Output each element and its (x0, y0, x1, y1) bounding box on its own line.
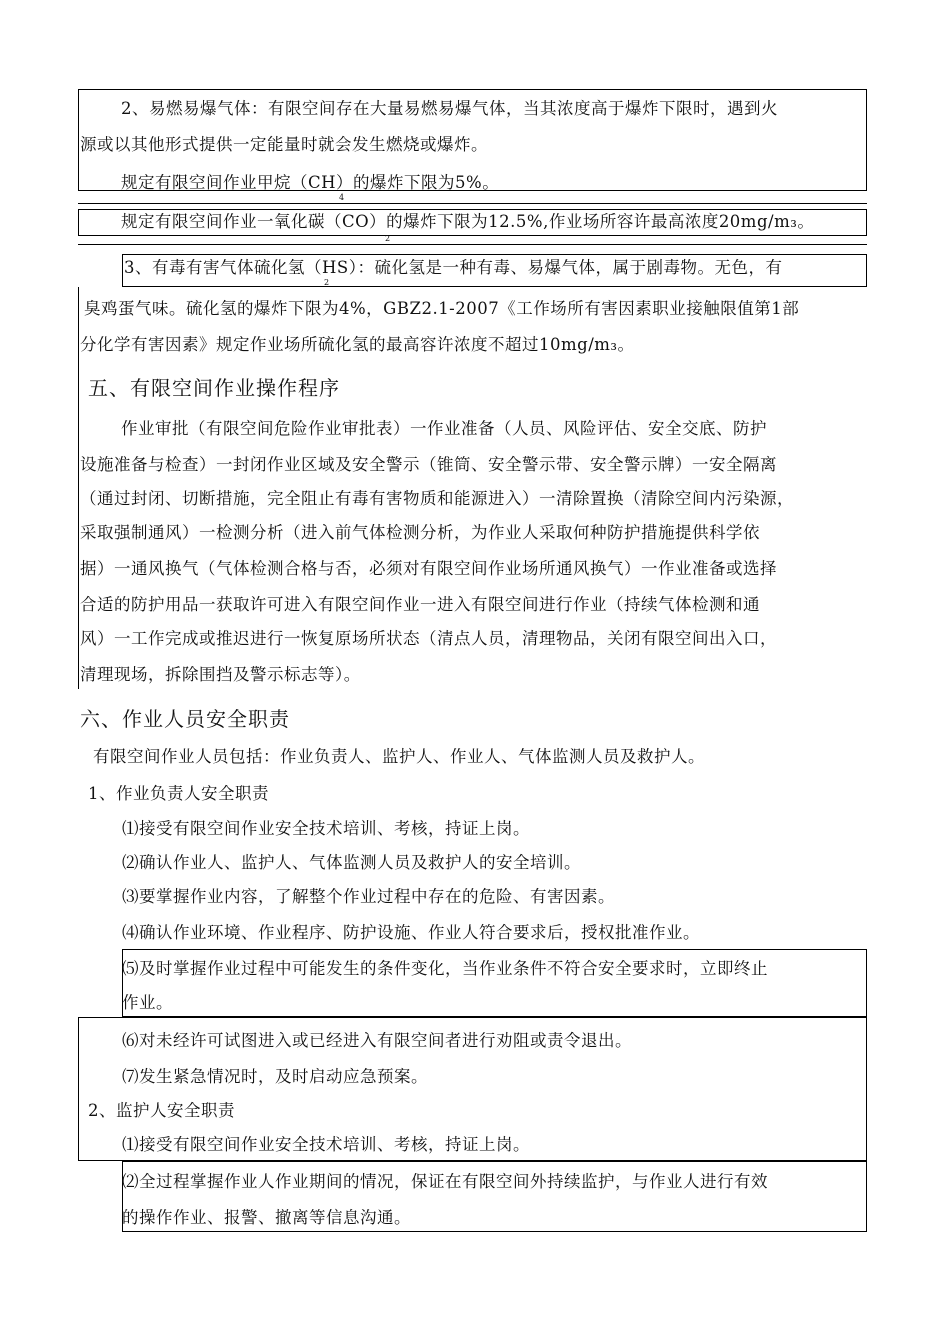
methane-limit: 规定有限空间作业甲烷（CH）的爆炸下限为5%。 (121, 173, 500, 192)
leader-item-2: ⑵确认作业人、监护人、气体监测人员及救护人的安全培训。 (122, 853, 581, 872)
section6-intro: 有限空间作业人员包括：作业负责人、监护人、作业人、气体监测人员及救护人。 (93, 747, 705, 766)
h2s-line-3: 分化学有害因素》规定作业场所硫化氢的最高容许浓度不超过10mg/m₃。 (80, 335, 635, 354)
section6-heading: 六、作业人员安全职责 (80, 707, 290, 731)
h2s-line-1: 3、有毒有害气体硫化氢（HS）：硫化氢是一种有毒、易爆气体，属于剧毒物。无色，有 (124, 258, 783, 277)
h2s-line-2: 臭鸡蛋气味。硫化氢的爆炸下限为4%，GBZ2.1-2007《工作场所有害因素职业接触限值第1部 (84, 299, 800, 318)
cell-line-left-main (78, 287, 79, 689)
leader-item-1: ⑴接受有限空间作业安全技术培训、考核，持证上岗。 (122, 819, 530, 838)
flammable-line-1: 2、易燃易爆气体：有限空间存在大量易燃易爆气体，当其浓度高于爆炸下限时，遇到火 (121, 99, 778, 118)
section5-line-4: 采取强制通风）一检测分析（进入前气体检测分析，为作业人采取何种防护措施提供科学依 (80, 523, 760, 542)
flammable-line-2: 源或以其他形式提供一定能量时就会发生燃烧或爆炸。 (80, 135, 488, 154)
guard-title: 2、监护人安全职责 (88, 1101, 235, 1120)
leader-item-7: ⑺发生紧急情况时，及时启动应急预案。 (122, 1067, 428, 1086)
section5-heading: 五、有限空间作业操作程序 (88, 376, 340, 400)
section5-line-2: 设施准备与检查）一封闭作业区域及安全警示（锥筒、安全警示带、安全警示牌）一安全隔离 (80, 455, 777, 474)
section5-line-1: 作业审批（有限空间危险作业审批表）一作业准备（人员、风险评估、安全交底、防护 (121, 419, 767, 438)
leader-item-6: ⑹对未经许可试图进入或已经进入有限空间者进行劝阻或责令退出。 (122, 1031, 632, 1050)
h2s-subscript: 2 (324, 278, 330, 287)
guard-item-2: ⑵全过程掌握作业人作业期间的情况，保证在有限空间外持续监护，与作业人进行有效 (122, 1172, 768, 1191)
section5-line-8: 清理现场，拆除围挡及警示标志等）。 (80, 665, 361, 684)
guard-item-1: ⑴接受有限空间作业安全技术培训、考核，持证上岗。 (122, 1135, 530, 1154)
section5-line-6: 合适的防护用品一获取许可进入有限空间作业一进入有限空间进行作业（持续气体检测和通 (80, 595, 760, 614)
co-limit: 规定有限空间作业一氧化碳（CO）的爆炸下限为12.5%,作业场所容许最高浓度20mg/m₃。 (121, 212, 815, 231)
leader-title: 1、作业负责人安全职责 (88, 784, 269, 803)
section5-line-7: 风）一工作完成或推迟进行一恢复原场所状态（清点人员，清理物品，关闭有限空间出入口， (80, 629, 777, 648)
co-subscript: 2 (385, 234, 391, 243)
methane-subscript: 4 (339, 193, 345, 202)
cell-line-methane-bottom (78, 203, 867, 204)
guard-item-2-cont: 的操作作业、报警、撤离等信息沟通。 (122, 1208, 411, 1227)
leader-item-5-cont: 作业。 (122, 993, 173, 1012)
leader-item-3: ⑶要掌握作业内容，了解整个作业过程中存在的危险、有害因素。 (122, 887, 615, 906)
leader-item-4: ⑷确认作业环境、作业程序、防护设施、作业人符合要求后，授权批准作业。 (122, 923, 700, 942)
section5-line-5: 据）一通风换气（气体检测合格与否，必须对有限空间作业场所通风换气）一作业准备或选择 (80, 559, 777, 578)
leader-item-5: ⑸及时掌握作业过程中可能发生的条件变化，当作业条件不符合安全要求时，立即终止 (122, 959, 768, 978)
cell-line-co-bottom (78, 244, 867, 245)
section5-line-3: （通过封闭、切断措施，完全阻止有毒有害物质和能源进入）一清除置换（清除空间内污染源， (80, 489, 794, 508)
